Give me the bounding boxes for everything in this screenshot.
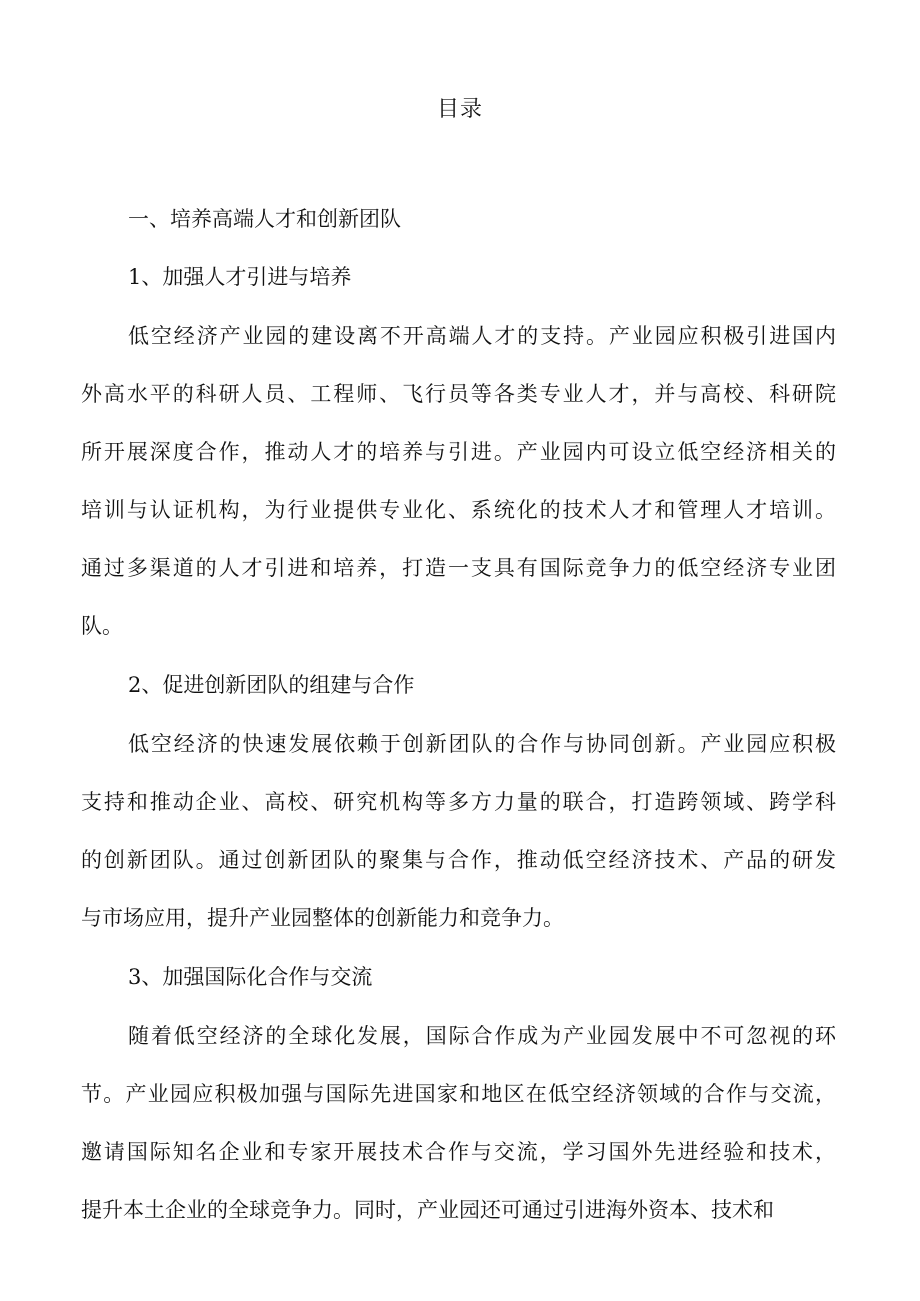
- paragraph-line: 队。: [81, 614, 123, 638]
- paragraph-2: [81, 726, 836, 936]
- document-body: [81, 201, 836, 1251]
- paragraph-line: 提升本土企业的全球竞争力。同时，产业园还可通过引进海外资本、技术和: [81, 1198, 774, 1222]
- paragraph-line: 通过多渠道的人才引进和培养，打造一支具有国际竞争力的低空经济专业团: [81, 556, 836, 580]
- subsection-heading-2: 2、促进创新团队的组建与合作: [128, 673, 415, 697]
- paragraph-line: 低空经济产业园的建设离不开高端人才的支持。产业园应积极引进国内: [128, 324, 836, 348]
- paragraph-line: 外高水平的科研人员、工程师、飞行员等各类专业人才，并与高校、科研院: [81, 382, 836, 406]
- paragraph-line: 节。产业园应积极加强与国际先进国家和地区在低空经济领域的合作与交流，: [81, 1082, 836, 1106]
- subsection-heading-1: 1、加强人才引进与培养: [128, 265, 352, 289]
- paragraph-line: 低空经济的快速发展依赖于创新团队的合作与协同创新。产业园应积极: [128, 732, 836, 756]
- paragraph-line: 与市场应用，提升产业园整体的创新能力和竞争力。: [81, 906, 564, 930]
- paragraph-3: [81, 1018, 836, 1228]
- paragraph-line: 所开展深度合作，推动人才的培养与引进。产业园内可设立低空经济相关的: [81, 440, 836, 464]
- paragraph-line: 的创新团队。通过创新团队的聚集与合作，推动低空经济技术、产品的研发: [81, 848, 836, 872]
- paragraph-1: [81, 318, 836, 644]
- paragraph-line: 支持和推动企业、高校、研究机构等多方力量的联合，打造跨领域、跨学科: [81, 790, 836, 814]
- paragraph-line: 邀请国际知名企业和专家开展技术合作与交流，学习国外先进经验和技术，: [81, 1140, 836, 1164]
- section-heading: 一、培养高端人才和创新团队: [128, 207, 401, 231]
- subsection-heading-3: 3、加强国际化合作与交流: [128, 965, 373, 989]
- paragraph-line: 随着低空经济的全球化发展，国际合作成为产业园发展中不可忽视的环: [128, 1024, 836, 1048]
- toc-title: 目录: [436, 97, 483, 122]
- paragraph-line: 培训与认证机构，为行业提供专业化、系统化的技术人才和管理人才培训。: [81, 498, 836, 522]
